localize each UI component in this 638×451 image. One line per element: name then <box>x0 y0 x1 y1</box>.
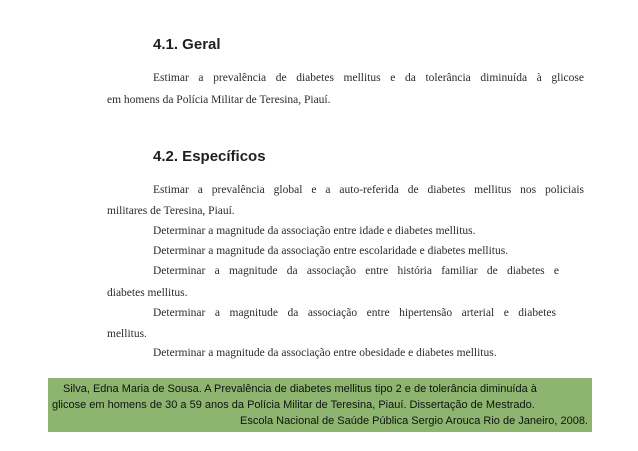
citation-line-3: Escola Nacional de Saúde Pública Sergio Arouca Rio de Janeiro, 2008. <box>240 415 588 427</box>
specific-line-3: Determinar a magnitude da associação entre idade e diabetes mellitus. <box>153 225 476 237</box>
specific-line-4: Determinar a magnitude da associação entre escolaridade e diabetes mellitus. <box>153 245 509 257</box>
specific-line-6: diabetes mellitus. <box>107 287 188 299</box>
specific-line-8: mellitus. <box>107 328 147 340</box>
specific-line-2: militares de Teresina, Piauí. <box>107 205 235 217</box>
heading-specific: 4.2. Específicos <box>153 148 266 165</box>
specific-line-5: Determinar a magnitude da associação entre história familiar de diabetes e <box>153 265 559 277</box>
citation-box <box>48 378 592 432</box>
citation-line-2: glicose em homens de 30 a 59 anos da Polícia Militar de Teresina, Piauí. Dissertação de Mestrado. <box>52 399 535 411</box>
general-line-2: em homens da Polícia Militar de Teresina, Piauí. <box>107 94 331 106</box>
heading-general: 4.1. Geral <box>153 36 221 53</box>
specific-line-9: Determinar a magnitude da associação entre obesidade e diabetes mellitus. <box>153 347 497 359</box>
general-line-1: Estimar a prevalência de diabetes mellitus e da tolerância diminuída à glicose <box>153 72 584 84</box>
citation-line-1: Silva, Edna Maria de Sousa. A Prevalência de diabetes mellitus tipo 2 e de tolerância diminuída à <box>63 383 537 395</box>
specific-line-7: Determinar a magnitude da associação entre hipertensão arterial e diabetes <box>153 307 556 319</box>
specific-line-1: Estimar a prevalência global e a auto-referida de diabetes mellitus nos policiais <box>153 184 584 196</box>
